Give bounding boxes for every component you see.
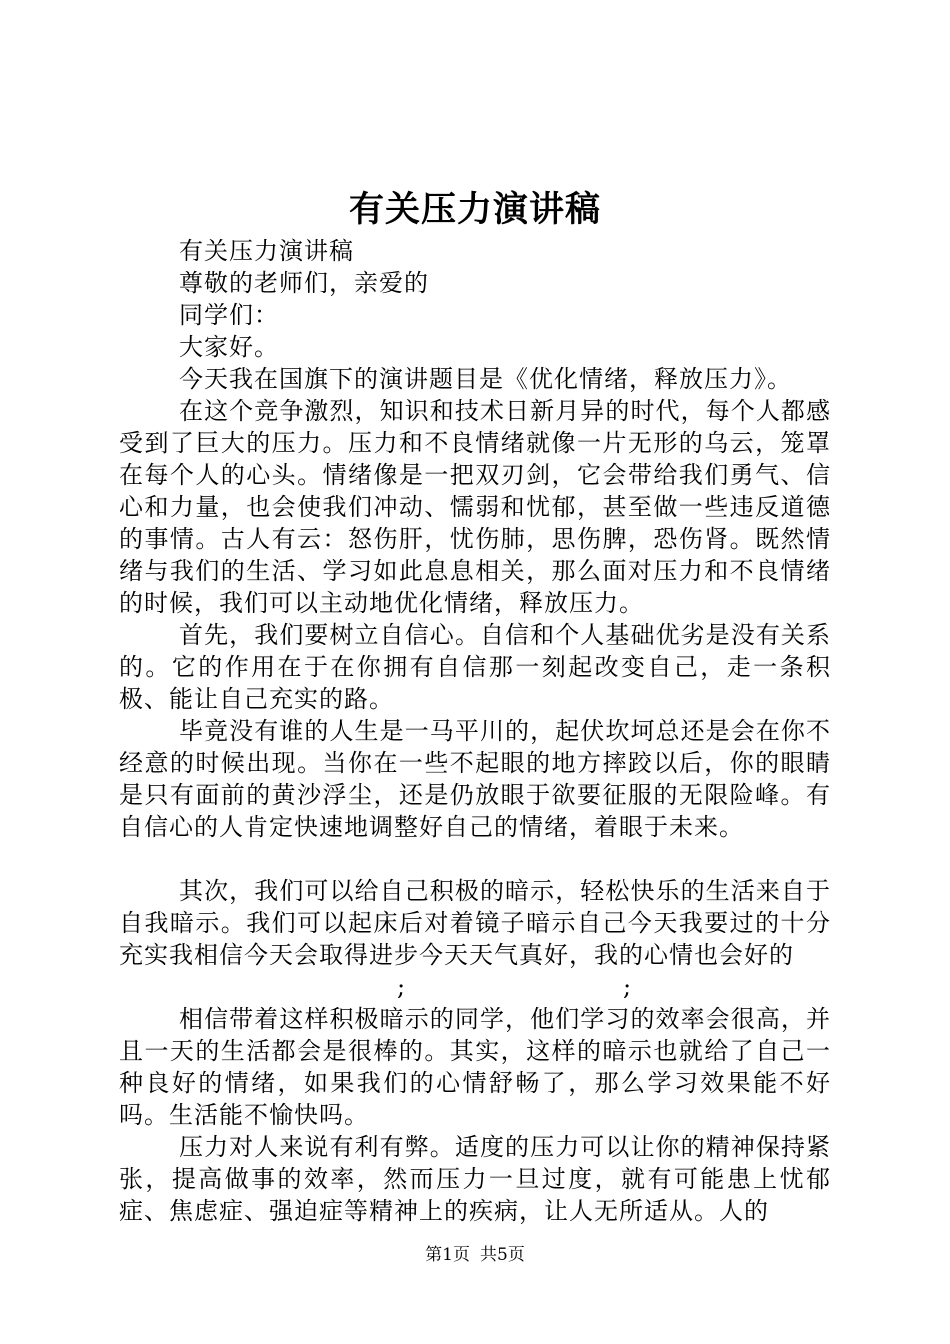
paragraph-salutation: 尊敬的老师们，亲爱的 (179, 269, 429, 297)
page-footer (0, 1243, 950, 1267)
paragraph-body: 毕竟没有谁的人生是一马平川的，起伏坎坷总还是会在你不经意的时候出现。当你在一些不起眼的地方摔跤以后，你的眼睛是只有面前的黄沙浮尘，还是仍放眼于欲要征服的无限险峰。有自信心的人肯定快速地调整好自己的情绪，着眼于未来。 (119, 717, 831, 841)
paragraph-heading: 有关压力演讲稿 (179, 237, 354, 265)
document-title: 有关压力演讲稿 (348, 189, 601, 230)
blank-line (119, 843, 831, 875)
page-total: 共5页 (480, 1245, 525, 1265)
page-number: 第1页 (425, 1245, 470, 1265)
paragraph-body: 其次，我们可以给自己积极的暗示，轻松快乐的生活来自于自我暗示。我们可以起床后对着镜子暗示自己今天我要过的十分充实我相信今天会取得进步今天天气真好，我的心情也会好的 (119, 877, 831, 969)
semicolon-mark: ; (623, 973, 633, 1001)
paragraph-body: 相信带着这样积极暗示的同学，他们学习的效率会很高，并且一天的生活都会是很棒的。其实，这样的暗示也就给了自己一种良好的情绪，如果我们的心情舒畅了，那么学习效果能不好吗。生活能不愉快吗。 (119, 1005, 831, 1129)
document-body (119, 235, 831, 1227)
paragraph-salutation-cont: 同学们： (179, 301, 279, 329)
semicolon-line (119, 971, 831, 1003)
paragraph-body: 压力对人来说有利有弊。适度的压力可以让你的精神保持紧张，提高做事的效率，然而压力一旦过度，就有可能患上忧郁症、焦虑症、强迫症等精神上的疾病，让人无所适从。人的 (119, 1133, 831, 1225)
paragraph-topic: 今天我在国旗下的演讲题目是《优化情绪，释放压力》。 (179, 365, 792, 393)
semicolon-mark: ; (397, 973, 407, 1001)
paragraph-body: 首先，我们要树立自信心。自信和个人基础优劣是没有关系的。它的作用在于在你拥有自信那一刻起改变自己，走一条积极、能让自己充实的路。 (119, 621, 831, 713)
paragraph-body: 在这个竞争激烈，知识和技术日新月异的时代，每个人都感受到了巨大的压力。压力和不良情绪就像一片无形的乌云，笼罩在每个人的心头。情绪像是一把双刃剑，它会带给我们勇气、信心和力量，也会使我们冲动、懦弱和忧郁，甚至做一些违反道德的事情。古人有云：怒伤肝，忧伤肺，思伤脾，恐伤肾。既然情绪与我们的生活、学习如此息息相关，那么面对压力和不良情绪的时候，我们可以主动地优化情绪，释放压力。 (119, 397, 831, 617)
paragraph-greeting: 大家好。 (179, 333, 279, 361)
